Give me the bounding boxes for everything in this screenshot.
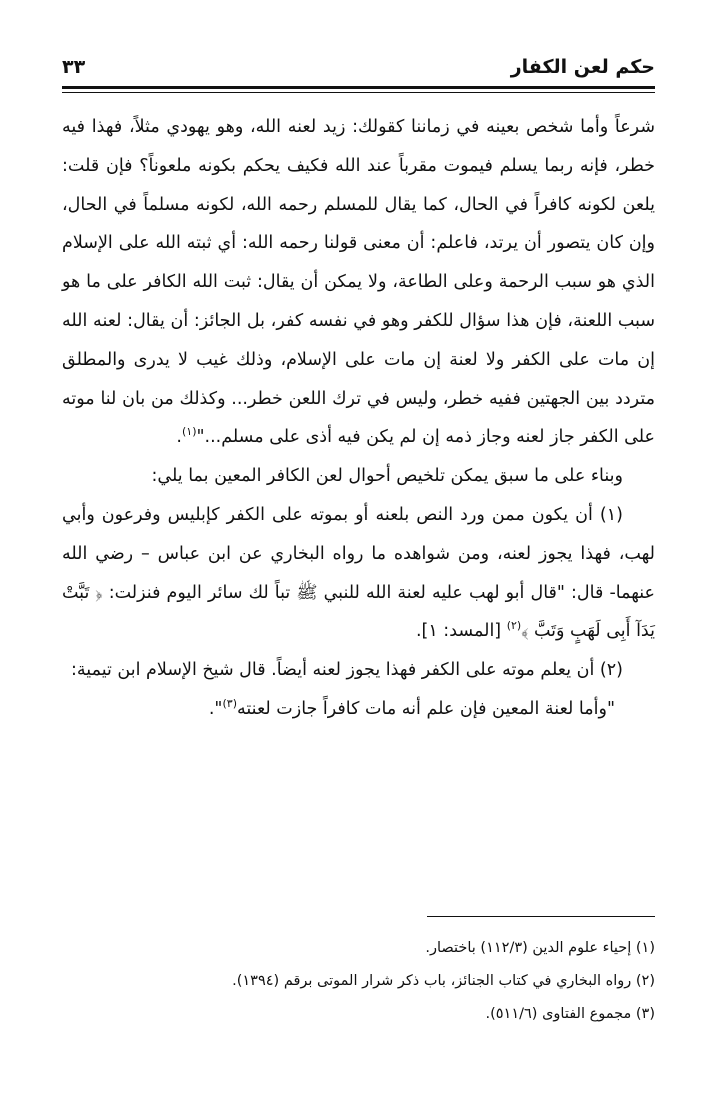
paragraph-3-text: (١) أن يكون ممن ورد النص بلعنه أو بموته على الكفر كإبليس وفرعون وأبي لهب، فهذا يجوز لعنه، ومن شواهده ما رواه البخاري عن ابن عباس – رضي الله عنهما- قال: "قال أبو لهب عليه لعنة الله للنبي ﷺ تباً لك سائر اليوم فنزلت: ﴿ تَبَّتْ يَدَآ أَبِى لَهَبٍ وَتَبَّ ﴾	[62, 504, 655, 642]
paragraph-5-tail: ".	[208, 698, 223, 719]
running-header	[62, 52, 655, 86]
footnote-1: (١) إحياء علوم الدين (١١٢/٣) باختصار.	[425, 940, 655, 956]
footnote-3: (٣) مجموع الفتاوى (٥١١/٦).	[485, 1006, 655, 1022]
main-text	[62, 108, 655, 729]
footnote-ref-3: (٣)	[222, 697, 237, 711]
paragraph-5-text: "وأما لعنة المعين فإن علم أنه مات كافراً جازت لعنته	[237, 698, 615, 719]
footnote-ref-1: (١)	[181, 425, 197, 439]
paragraph-4: (٢) أن يعلم موته على الكفر فهذا يجوز لعنه أيضاً. قال شيخ الإسلام ابن تيمية:	[71, 660, 623, 681]
header-title: حكم لعن الكفار	[510, 56, 655, 78]
paragraph-3-tail: [المسد: ١].	[415, 621, 507, 642]
header-rule-thick	[62, 86, 655, 89]
footnote-separator	[427, 916, 655, 917]
paragraph-2: وبناء على ما سبق يمكن تلخيص أحوال لعن الكافر المعين بما يلي:	[151, 466, 623, 487]
footnote-2: (٢) رواه البخاري في كتاب الجنائز، باب ذكر شرار الموتى برقم (١٣٩٤).	[232, 973, 655, 989]
paragraph-3	[62, 496, 655, 651]
footnote-ref-2: (٢)	[506, 619, 522, 633]
header-rule-thin	[62, 92, 655, 93]
footnotes	[62, 932, 655, 1031]
page-number: ٣٣	[62, 56, 86, 78]
paragraph-5	[62, 690, 655, 729]
paragraph-1: شرعاً وأما شخص بعينه في زماننا كقولك: زيد لعنه الله، وهو يهودي مثلاً، فهذا فيه خطر، فإنه ربما يسلم فيموت مقرباً عند الله فكيف يحكم بكونه ملعوناً؟ فإن قلت: يلعن لكونه كافراً في الحال، كما يقال للمسلم رحمه الله، لكونه مسلماً في الحال، وإن كان يتصور أن يرتد، فاعلم: أن معنى قولنا رحمه الله: أي ثبته الله على الإسلام الذي هو سبب الرحمة وعلى الطاعة، ولا يمكن أن يقال: ثبت الله الكافر على ما هو سبب اللعنة، فإن هذا سؤال للكفر وهو في نفسه كفر، بل الجائز: أن يقال: لعنه الله إن مات على الكفر ولا لعنة إن مات على الإسلام، وذلك غيب لا يدرى والمطلق متردد بين الجهتين ففيه خطر، وليس في ترك اللعن خطر... وكذلك من بان لنا موته على الكفر جاز لعنه وجاز ذمه إن لم يكن فيه أذى على مسلم..."$^{(١)}$.	[62, 117, 655, 448]
paragraph-1-text: شرعاً وأما شخص بعينه في زماننا كقولك: زيد لعنه الله، وهو يهودي مثلاً، فهذا فيه خطر، فإنه ربما يسلم فيموت مقرباً عند الله فكيف يحكم بكونه ملعوناً؟ فإن قلت: يلعن لكونه كافراً في الحال، كما يقال للمسلم رحمه الله، لكونه مسلماً في الحال، وإن كان يتصور أن يرتد، فاعلم: أن معنى قولنا رحمه الله: أي ثبته الله على الإسلام الذي هو سبب الرحمة وعلى الطاعة، ولا يمكن أن يقال: ثبت الله الكافر على ما هو سبب اللعنة، فإن هذا سؤال للكفر وهو في نفسه كفر، بل الجائز: أن يقال: لعنه الله إن مات على الكفر ولا لعنة إن مات على الإسلام، وذلك غيب لا يدرى والمطلق متردد بين الجهتين ففيه خطر، وليس في ترك اللعن خطر... وكذلك من بان لنا موته على الكفر جاز لعنه وجاز ذمه إن لم يكن فيه أذى على مسلم..."	[62, 117, 655, 448]
